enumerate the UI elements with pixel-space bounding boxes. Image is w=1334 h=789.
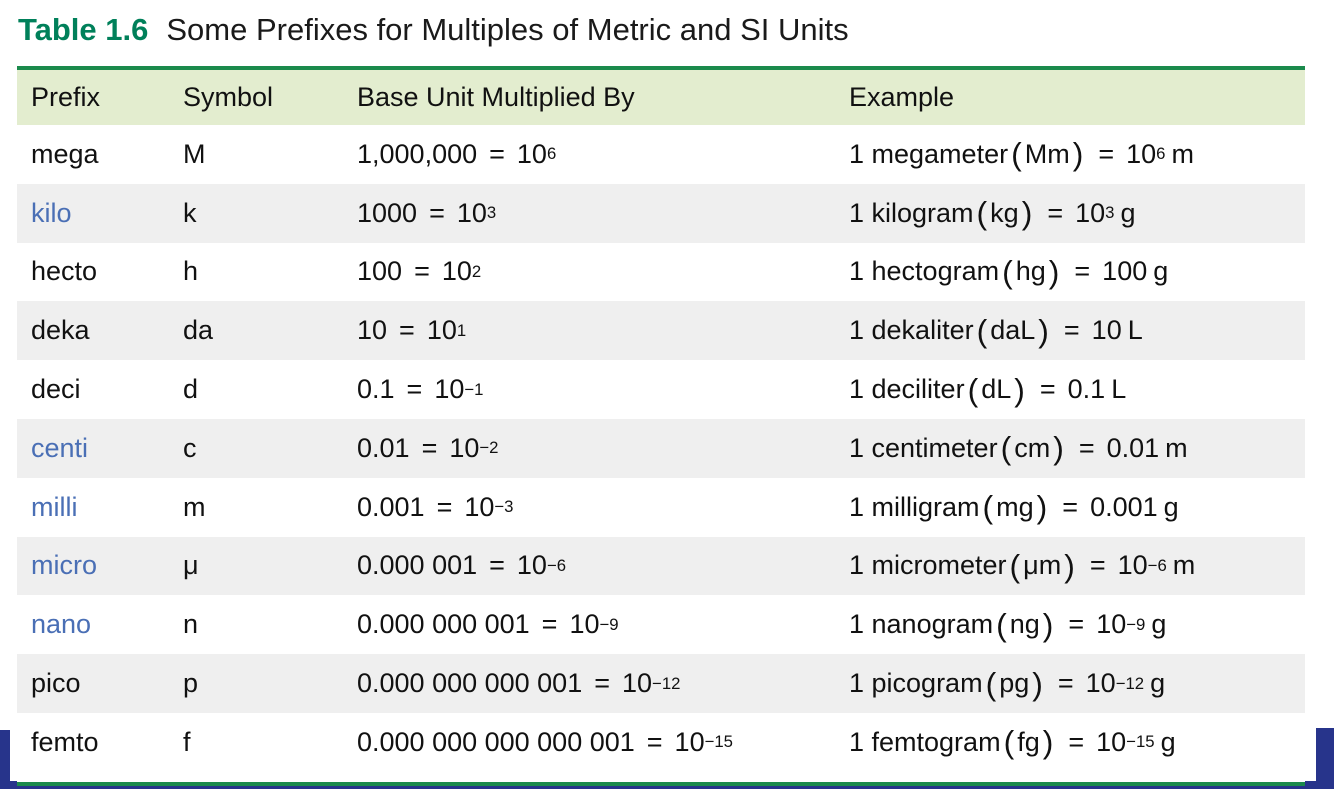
equals-sign: = [406, 374, 423, 405]
multiplier-value: 0.000 000 001 [357, 609, 530, 640]
example-lead: 1 milligram [849, 491, 980, 522]
example-abbreviation: hg [1015, 256, 1046, 287]
equals-sign: = [1039, 374, 1056, 405]
multiplier-base: 10 [674, 726, 705, 757]
equals-sign: = [1062, 491, 1079, 522]
symbol-cell: d [183, 374, 199, 405]
prefix-cell: femto [31, 726, 99, 757]
table-title-text: Some Prefixes for Multiples of Metric and SI Units [166, 12, 849, 47]
example-lead: 1 femtogram [849, 726, 1001, 757]
table-row [17, 125, 1305, 184]
example-lead: 1 hectogram [849, 256, 1000, 287]
example-unit: m [1172, 550, 1196, 581]
multiplier-value: 0.000 000 000 000 001 [357, 726, 635, 757]
example-abbreviation: dL [981, 374, 1012, 405]
example-number: 10 [1085, 668, 1116, 699]
prefix-cell: milli [31, 491, 78, 522]
symbol-cell: c [183, 432, 197, 463]
table-row [17, 419, 1305, 478]
multiplier-base: 10 [426, 315, 457, 346]
example-number: 0.001 [1090, 491, 1158, 522]
example-abbreviation: mg [996, 491, 1034, 522]
header-symbol: Symbol [183, 82, 274, 112]
example-cell: 1 micrometer ( μm ) = 10 −6 m [849, 547, 1196, 584]
multiplier-cell: 100 = 10 2 [357, 256, 482, 287]
header-example: Example [849, 82, 955, 112]
example-number: 100 [1102, 256, 1148, 287]
equals-sign: = [489, 138, 505, 169]
equals-sign: = [1047, 197, 1064, 228]
prefix-cell: micro [31, 550, 97, 581]
example-number: 10 [1117, 550, 1148, 581]
example-unit: g [1160, 726, 1176, 757]
example-abbreviation: cm [1014, 432, 1051, 463]
example-cell: 1 centimeter ( cm ) = 0.01 m [849, 430, 1188, 467]
example-cell: 1 picogram ( pg ) = 10 −12 g [849, 665, 1166, 702]
multiplier-value: 1,000,000 [357, 138, 478, 169]
example-abbreviation: kg [990, 197, 1019, 228]
table-row [17, 713, 1305, 772]
example-cell: 1 hectogram ( hg ) = 100 g [849, 253, 1169, 290]
example-unit: g [1153, 256, 1169, 287]
symbol-cell: M [183, 138, 206, 169]
example-lead: 1 deciliter [849, 374, 965, 405]
example-abbreviation: pg [999, 668, 1030, 699]
equals-sign: = [1089, 550, 1106, 581]
symbol-cell: μ [183, 550, 199, 581]
example-lead: 1 nanogram [849, 609, 994, 640]
multiplier-value: 0.000 001 [357, 550, 478, 581]
table-title [18, 10, 849, 50]
equals-sign: = [399, 315, 415, 346]
symbol-cell: f [183, 726, 191, 757]
multiplier-value: 0.01 [357, 432, 410, 463]
multiplier-cell: 0.001 = 10 −3 [357, 491, 514, 522]
example-abbreviation: fg [1017, 726, 1040, 757]
example-number: 10 [1096, 609, 1127, 640]
table-header-row [17, 70, 1305, 125]
multiplier-base: 10 [456, 197, 487, 228]
symbol-cell: n [183, 609, 199, 640]
example-lead: 1 dekaliter [849, 315, 974, 346]
table-body [17, 125, 1305, 772]
equals-sign: = [414, 256, 430, 287]
example-number: 10 [1096, 726, 1127, 757]
example-unit: L [1111, 374, 1127, 405]
example-lead: 1 kilogram [849, 197, 974, 228]
equals-sign: = [594, 668, 610, 699]
prefix-cell: deci [31, 374, 81, 405]
example-cell: 1 dekaliter ( daL ) = 10 L [849, 312, 1143, 349]
table-row [17, 301, 1305, 360]
multiplier-value: 10 [357, 315, 388, 346]
multiplier-cell: 0.000 000 000 000 001 = 10 −15 [357, 726, 733, 757]
multiplier-cell: 0.01 = 10 −2 [357, 432, 499, 463]
symbol-cell: da [183, 315, 214, 346]
multiplier-cell: 0.000 000 001 = 10 −9 [357, 609, 619, 640]
example-cell: 1 femtogram ( fg ) = 10 −15 g [849, 724, 1176, 761]
multiplier-cell: 0.000 001 = 10 −6 [357, 550, 567, 581]
table-row [17, 478, 1305, 537]
multiplier-cell: 1000 = 10 3 [357, 197, 497, 228]
multiplier-value: 0.001 [357, 491, 425, 522]
equals-sign: = [1078, 432, 1095, 463]
table-row [17, 360, 1305, 419]
equals-sign: = [1063, 315, 1080, 346]
example-abbreviation: Mm [1024, 138, 1070, 169]
example-abbreviation: ng [1009, 609, 1040, 640]
prefix-cell: deka [31, 315, 90, 346]
example-unit: g [1150, 668, 1166, 699]
table-row [17, 243, 1305, 302]
example-cell: 1 nanogram ( ng ) = 10 −9 g [849, 606, 1167, 643]
example-number: 0.1 [1067, 374, 1106, 405]
example-lead: 1 centimeter [849, 432, 998, 463]
multiplier-base: 10 [449, 432, 480, 463]
multiplier-value: 1000 [357, 197, 418, 228]
example-abbreviation: daL [990, 315, 1036, 346]
equals-sign: = [541, 609, 558, 640]
multiplier-value: 0.000 000 000 001 [357, 668, 583, 699]
multiplier-base: 10 [516, 550, 547, 581]
symbol-cell: p [183, 668, 199, 699]
multiplier-value: 100 [357, 256, 403, 287]
example-unit: m [1171, 138, 1194, 169]
equals-sign: = [1098, 138, 1115, 169]
equals-sign: = [1068, 609, 1085, 640]
prefix-table [17, 66, 1305, 786]
multiplier-base: 10 [569, 609, 600, 640]
example-cell: 1 milligram ( mg ) = 0.001 g [849, 489, 1179, 526]
multiplier-cell: 10 = 10 1 [357, 315, 467, 346]
symbol-cell: h [183, 256, 199, 287]
example-unit: L [1127, 315, 1143, 346]
example-number: 10 [1091, 315, 1122, 346]
table-row [17, 184, 1305, 243]
prefix-cell: centi [31, 432, 89, 463]
prefix-cell: mega [31, 138, 99, 169]
background-block-right [1316, 728, 1334, 789]
equals-sign: = [421, 432, 438, 463]
table-row [17, 654, 1305, 713]
example-unit: m [1165, 432, 1188, 463]
example-number: 10 [1075, 197, 1106, 228]
multiplier-cell: 0.000 000 000 001 = 10 −12 [357, 668, 681, 699]
multiplier-base: 10 [464, 491, 495, 522]
multiplier-base: 10 [434, 374, 465, 405]
prefix-cell: hecto [31, 256, 98, 287]
example-unit: g [1120, 197, 1136, 228]
multiplier-value: 0.1 [357, 374, 395, 405]
multiplier-base: 10 [441, 256, 472, 287]
table-number-label: Table 1.6 [18, 12, 149, 47]
header-prefix: Prefix [31, 82, 101, 112]
multiplier-cell: 0.1 = 10 −1 [357, 374, 484, 405]
symbol-cell: m [183, 491, 206, 522]
prefix-cell: pico [31, 668, 81, 699]
example-lead: 1 picogram [849, 668, 983, 699]
prefix-cell: kilo [31, 197, 72, 228]
equals-sign: = [1074, 256, 1091, 287]
multiplier-cell: 1,000,000 = 10 6 [357, 138, 557, 169]
header-multiplier: Base Unit Multiplied By [357, 82, 635, 112]
example-number: 0.01 [1106, 432, 1160, 463]
table-row [17, 537, 1305, 596]
example-cell: 1 deciliter ( dL ) = 0.1 L [849, 371, 1127, 408]
table-row [17, 595, 1305, 654]
equals-sign: = [1057, 668, 1074, 699]
example-number: 10 [1126, 138, 1157, 169]
example-unit: g [1163, 491, 1179, 522]
equals-sign: = [646, 726, 663, 757]
symbol-cell: k [183, 197, 197, 228]
equals-sign: = [429, 197, 445, 228]
example-cell: 1 kilogram ( kg ) = 10 3 g [849, 195, 1136, 232]
equals-sign: = [1068, 726, 1085, 757]
example-cell: 1 megameter ( Mm ) = 10 6 m [849, 136, 1194, 173]
equals-sign: = [436, 491, 453, 522]
example-lead: 1 megameter [849, 138, 1009, 169]
multiplier-base: 10 [516, 138, 547, 169]
example-unit: g [1151, 609, 1167, 640]
example-lead: 1 micrometer [849, 550, 1007, 581]
equals-sign: = [489, 550, 505, 581]
example-abbreviation: μm [1023, 550, 1062, 581]
prefix-cell: nano [31, 609, 92, 640]
multiplier-base: 10 [622, 668, 653, 699]
